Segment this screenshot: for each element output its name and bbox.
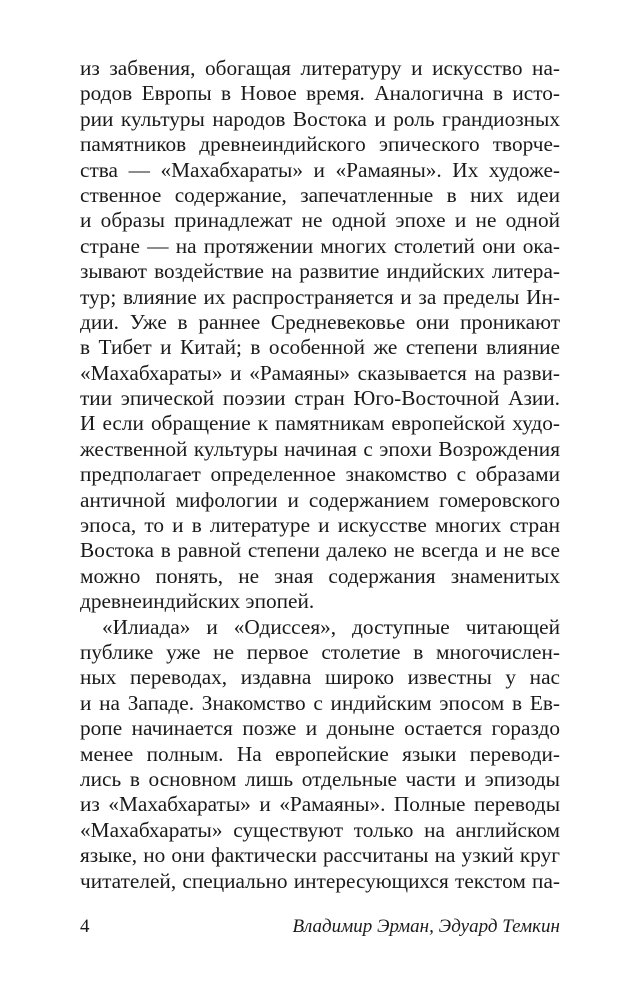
text-line: тур; влияние их распространяется и за пределы Ин- — [80, 284, 560, 309]
page-number: 4 — [80, 916, 90, 937]
text-line: ства — «Махабхараты» и «Рамаяны». Их художе- — [80, 157, 560, 182]
text-line: менее полным. На европейские языки переводи- — [80, 741, 560, 766]
text-line: «Махабхараты» и «Рамаяны» сказывается на разви- — [80, 360, 560, 385]
text-line: языке, но они фактически рассчитаны на узкий круг — [80, 843, 560, 868]
text-line: из забвения, обогащая литературу и искусство на- — [80, 56, 560, 80]
text-line: ных переводах, издавна широко известны у нас — [80, 665, 560, 690]
paragraph-1 — [80, 56, 560, 615]
text-line: жественной культуры начиная с эпохи Возрождения — [80, 436, 560, 461]
text-line: античной мифологии и содержанием гомеровского — [80, 487, 560, 512]
text-line: тии эпической поэзии стран Юго-Восточной Азии. — [80, 386, 560, 411]
text-line: из «Махабхараты» и «Рамаяны». Полные переводы — [80, 792, 560, 817]
text-line: Востока в равной степени далеко не всегда и не все — [80, 538, 560, 563]
text-line: родов Европы в Новое время. Аналогична в исто- — [80, 81, 560, 106]
text-line: памятников древнеиндийского эпического творче- — [80, 132, 560, 157]
text-line: лись в основном лишь отдельные части и эпизоды — [80, 766, 560, 791]
text-line: читателей, специально интересующихся текстом па- — [80, 868, 560, 893]
text-line: в Тибет и Китай; в особенной же степени влияние — [80, 335, 560, 360]
text-line: древнеиндийских эпопей. — [80, 589, 315, 614]
text-line: «Махабхараты» существуют только на английском — [80, 817, 560, 842]
text-line: публике уже не первое столетие в многочислен- — [80, 639, 560, 664]
text-line: и на Западе. Знакомство с индийским эпосом в Ев- — [80, 690, 560, 715]
running-head-authors: Владимир Эрман, Эдуард Темкин — [292, 916, 560, 937]
text-line: ственное содержание, запечатленные в них идеи — [80, 182, 560, 207]
text-line: эпоса, то и в литературе и искусстве многих стран — [80, 513, 560, 538]
text-line: зывают воздействие на развитие индийских литера- — [80, 259, 560, 284]
book-page — [80, 56, 560, 956]
text-line: и образы принадлежат не одной эпохе и не одной — [80, 208, 560, 233]
page-footer — [80, 916, 560, 946]
text-line: стране — на протяжении многих столетий они ока- — [80, 233, 560, 258]
text-line: можно понять, не зная содержания знаменитых — [80, 563, 560, 588]
body-text — [80, 56, 560, 894]
text-line: дии. Уже в раннее Средневековье они проникают — [80, 309, 560, 334]
text-line: И если обращение к памятникам европейской худо- — [80, 411, 560, 436]
paragraph-2 — [80, 615, 560, 894]
text-line: рии культуры народов Востока и роль грандиозных — [80, 106, 560, 131]
text-line: «Илиада» и «Одиссея», доступные читающей — [102, 614, 560, 639]
text-line: ропе начинается позже и доныне остается гораздо — [80, 716, 560, 741]
text-line: предполагает определенное знакомство с образами — [80, 462, 560, 487]
